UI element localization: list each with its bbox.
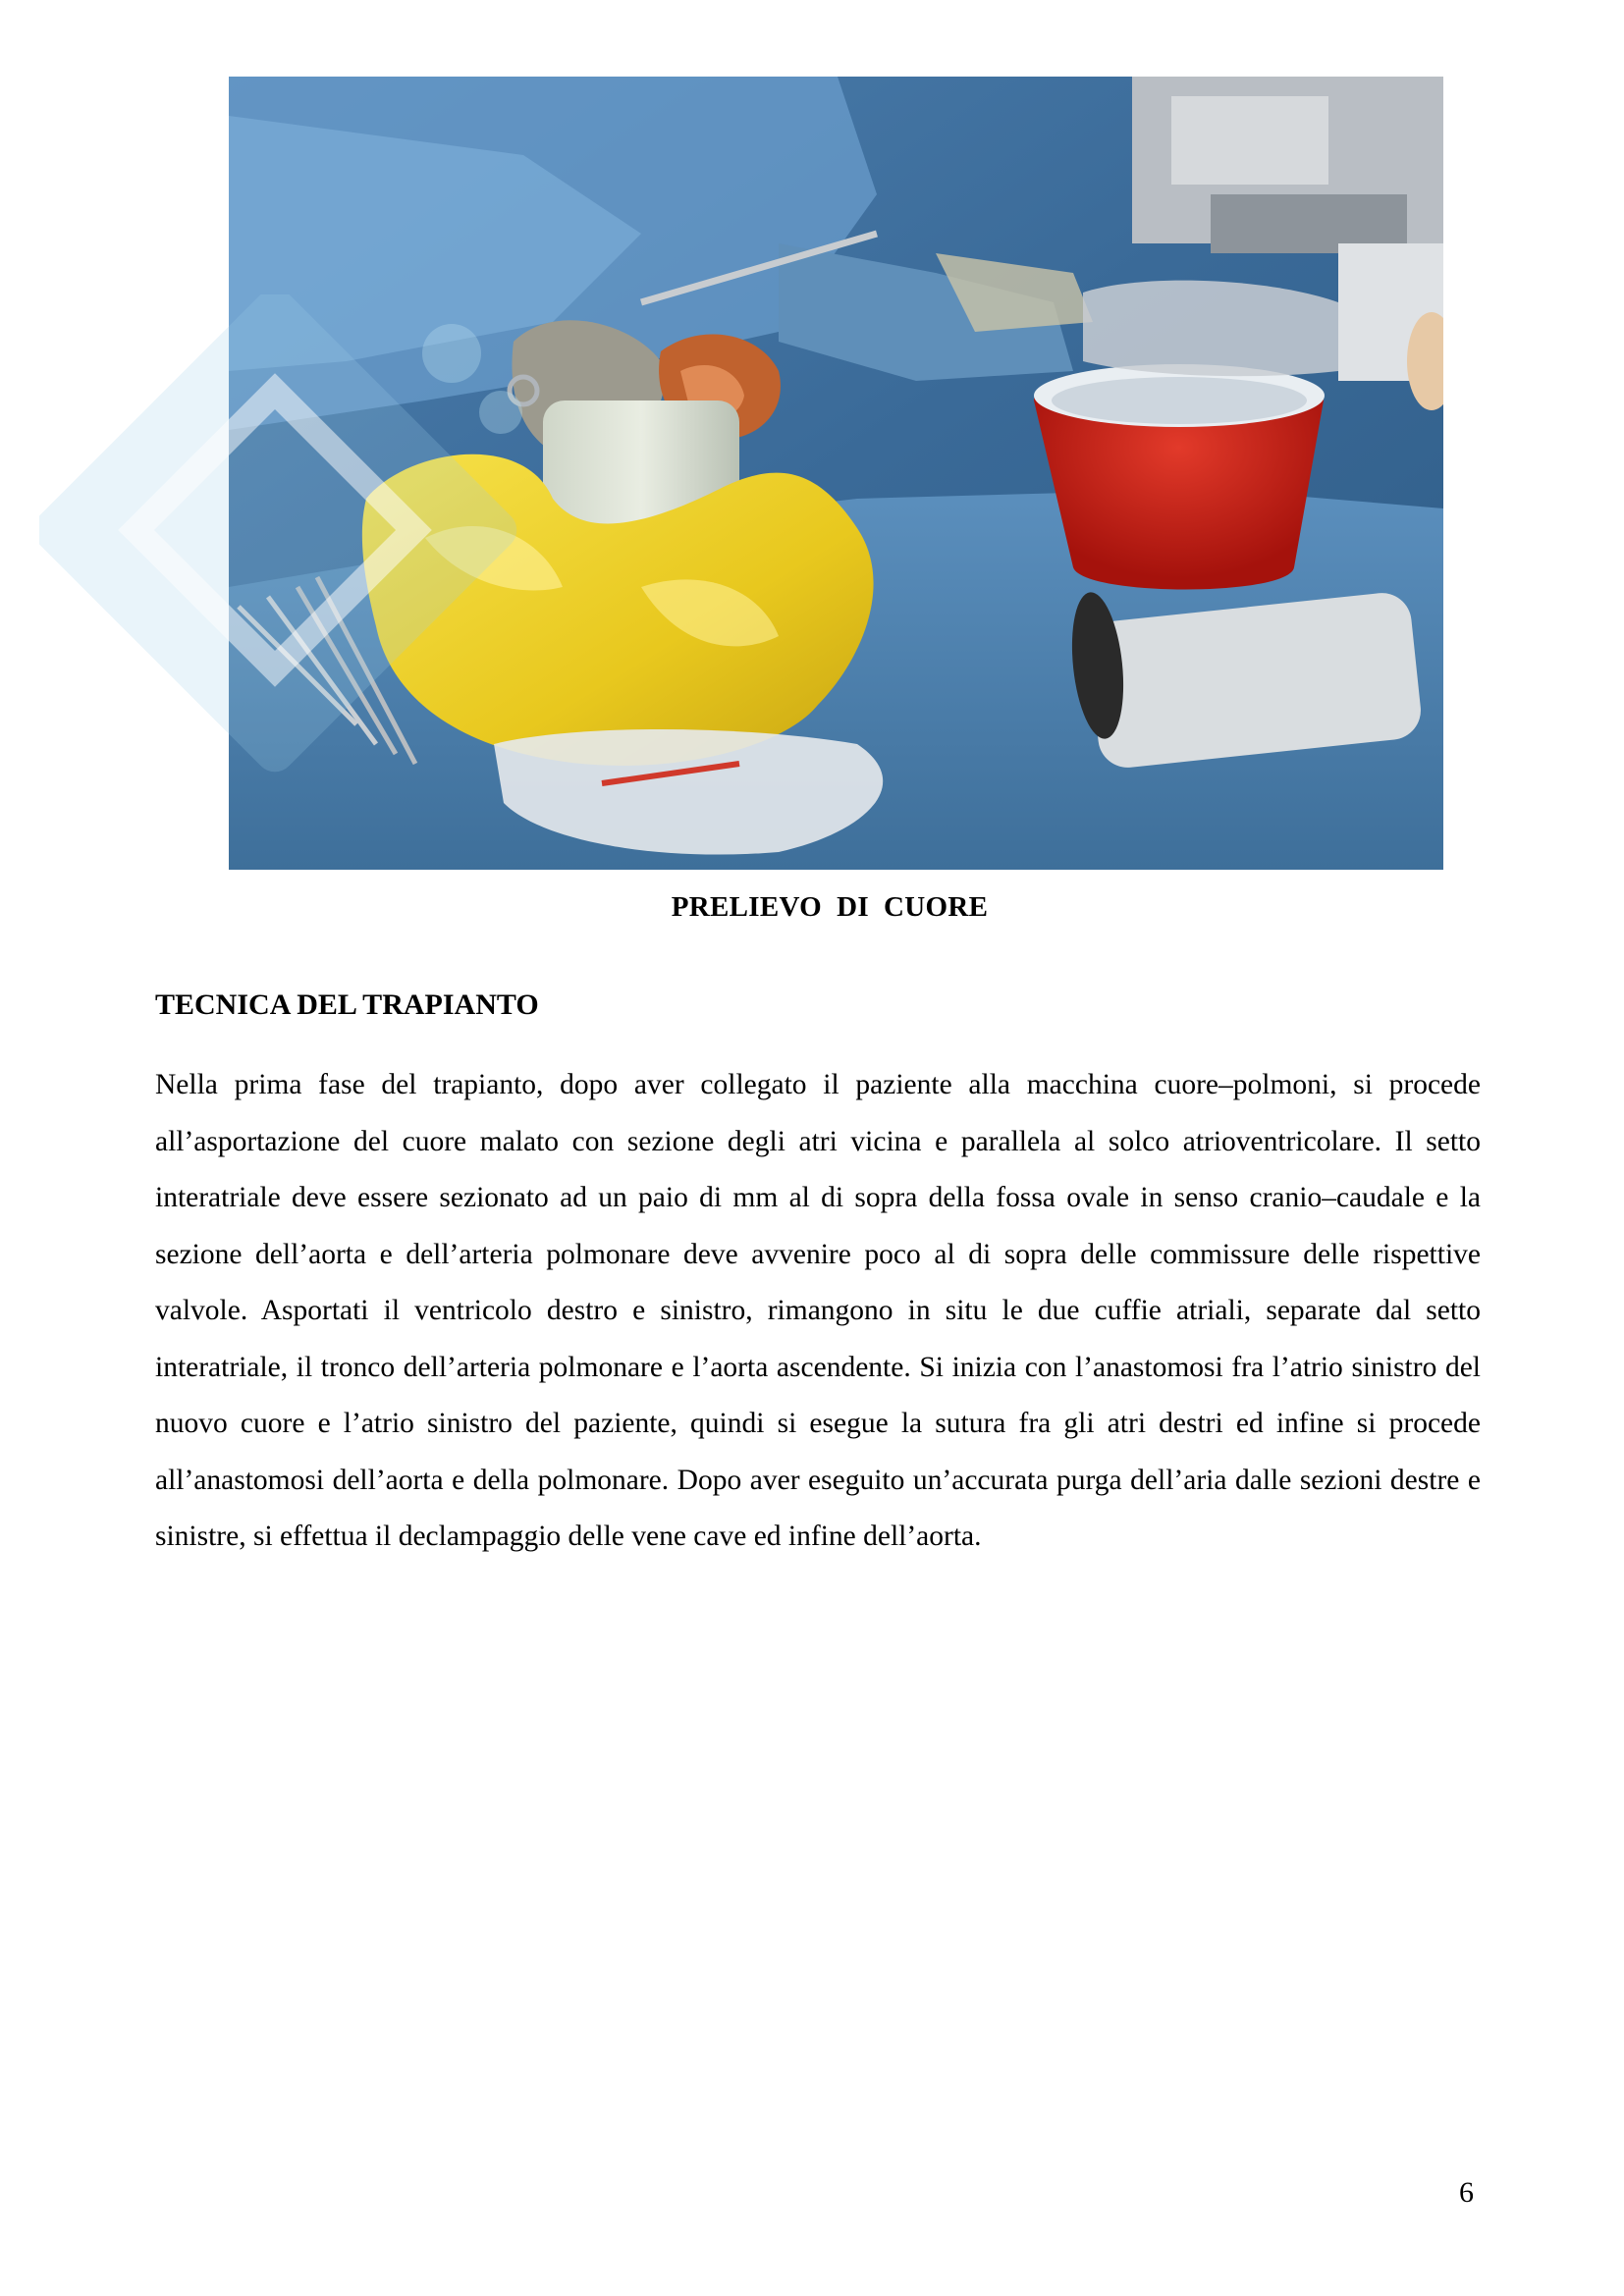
- heart-procurement-photo: [229, 77, 1443, 870]
- body-paragraph: Nella prima fase del trapianto, dopo aver collegato il paziente alla macchina cuore–polmoni, si procede all’asportazione del cuore malato con sezione degli atri vicina e parallela al solco atrioventricolare. Il setto interatriale deve essere sezionato ad un paio di mm al di sopra della fossa ovale in senso cranio–caudale e la sezione dell’aorta e dell’arteria polmonare deve avvenire poco al di sopra delle commissure delle rispettive valvole. Asportati il ventricolo destro e sinistro, rimangono in situ le due cuffie atriali, separate dal setto interatriale, il tronco dell’arteria polmonare e l’aorta ascendente. Si inizia con l’anastomosi fra l’atrio sinistro del nuovo cuore e l’atrio sinistro del paziente, quindi si esegue la sutura fra gli atri destri ed infine si procede all’anastomosi dell’aorta e della polmonare. Dopo aver eseguito un’accurata purga dell’aria dalle sezioni destre e sinistre, si effettua il declampaggio delle vene cave ed infine dell’aorta.: [155, 1069, 1481, 1552]
- section-heading: TECNICA DEL TRAPIANTO: [155, 988, 539, 1021]
- figure-caption: PRELIEVO DI CUORE: [671, 891, 989, 923]
- photo-illustration: [229, 77, 1443, 870]
- page-number: 6: [1459, 2176, 1474, 2209]
